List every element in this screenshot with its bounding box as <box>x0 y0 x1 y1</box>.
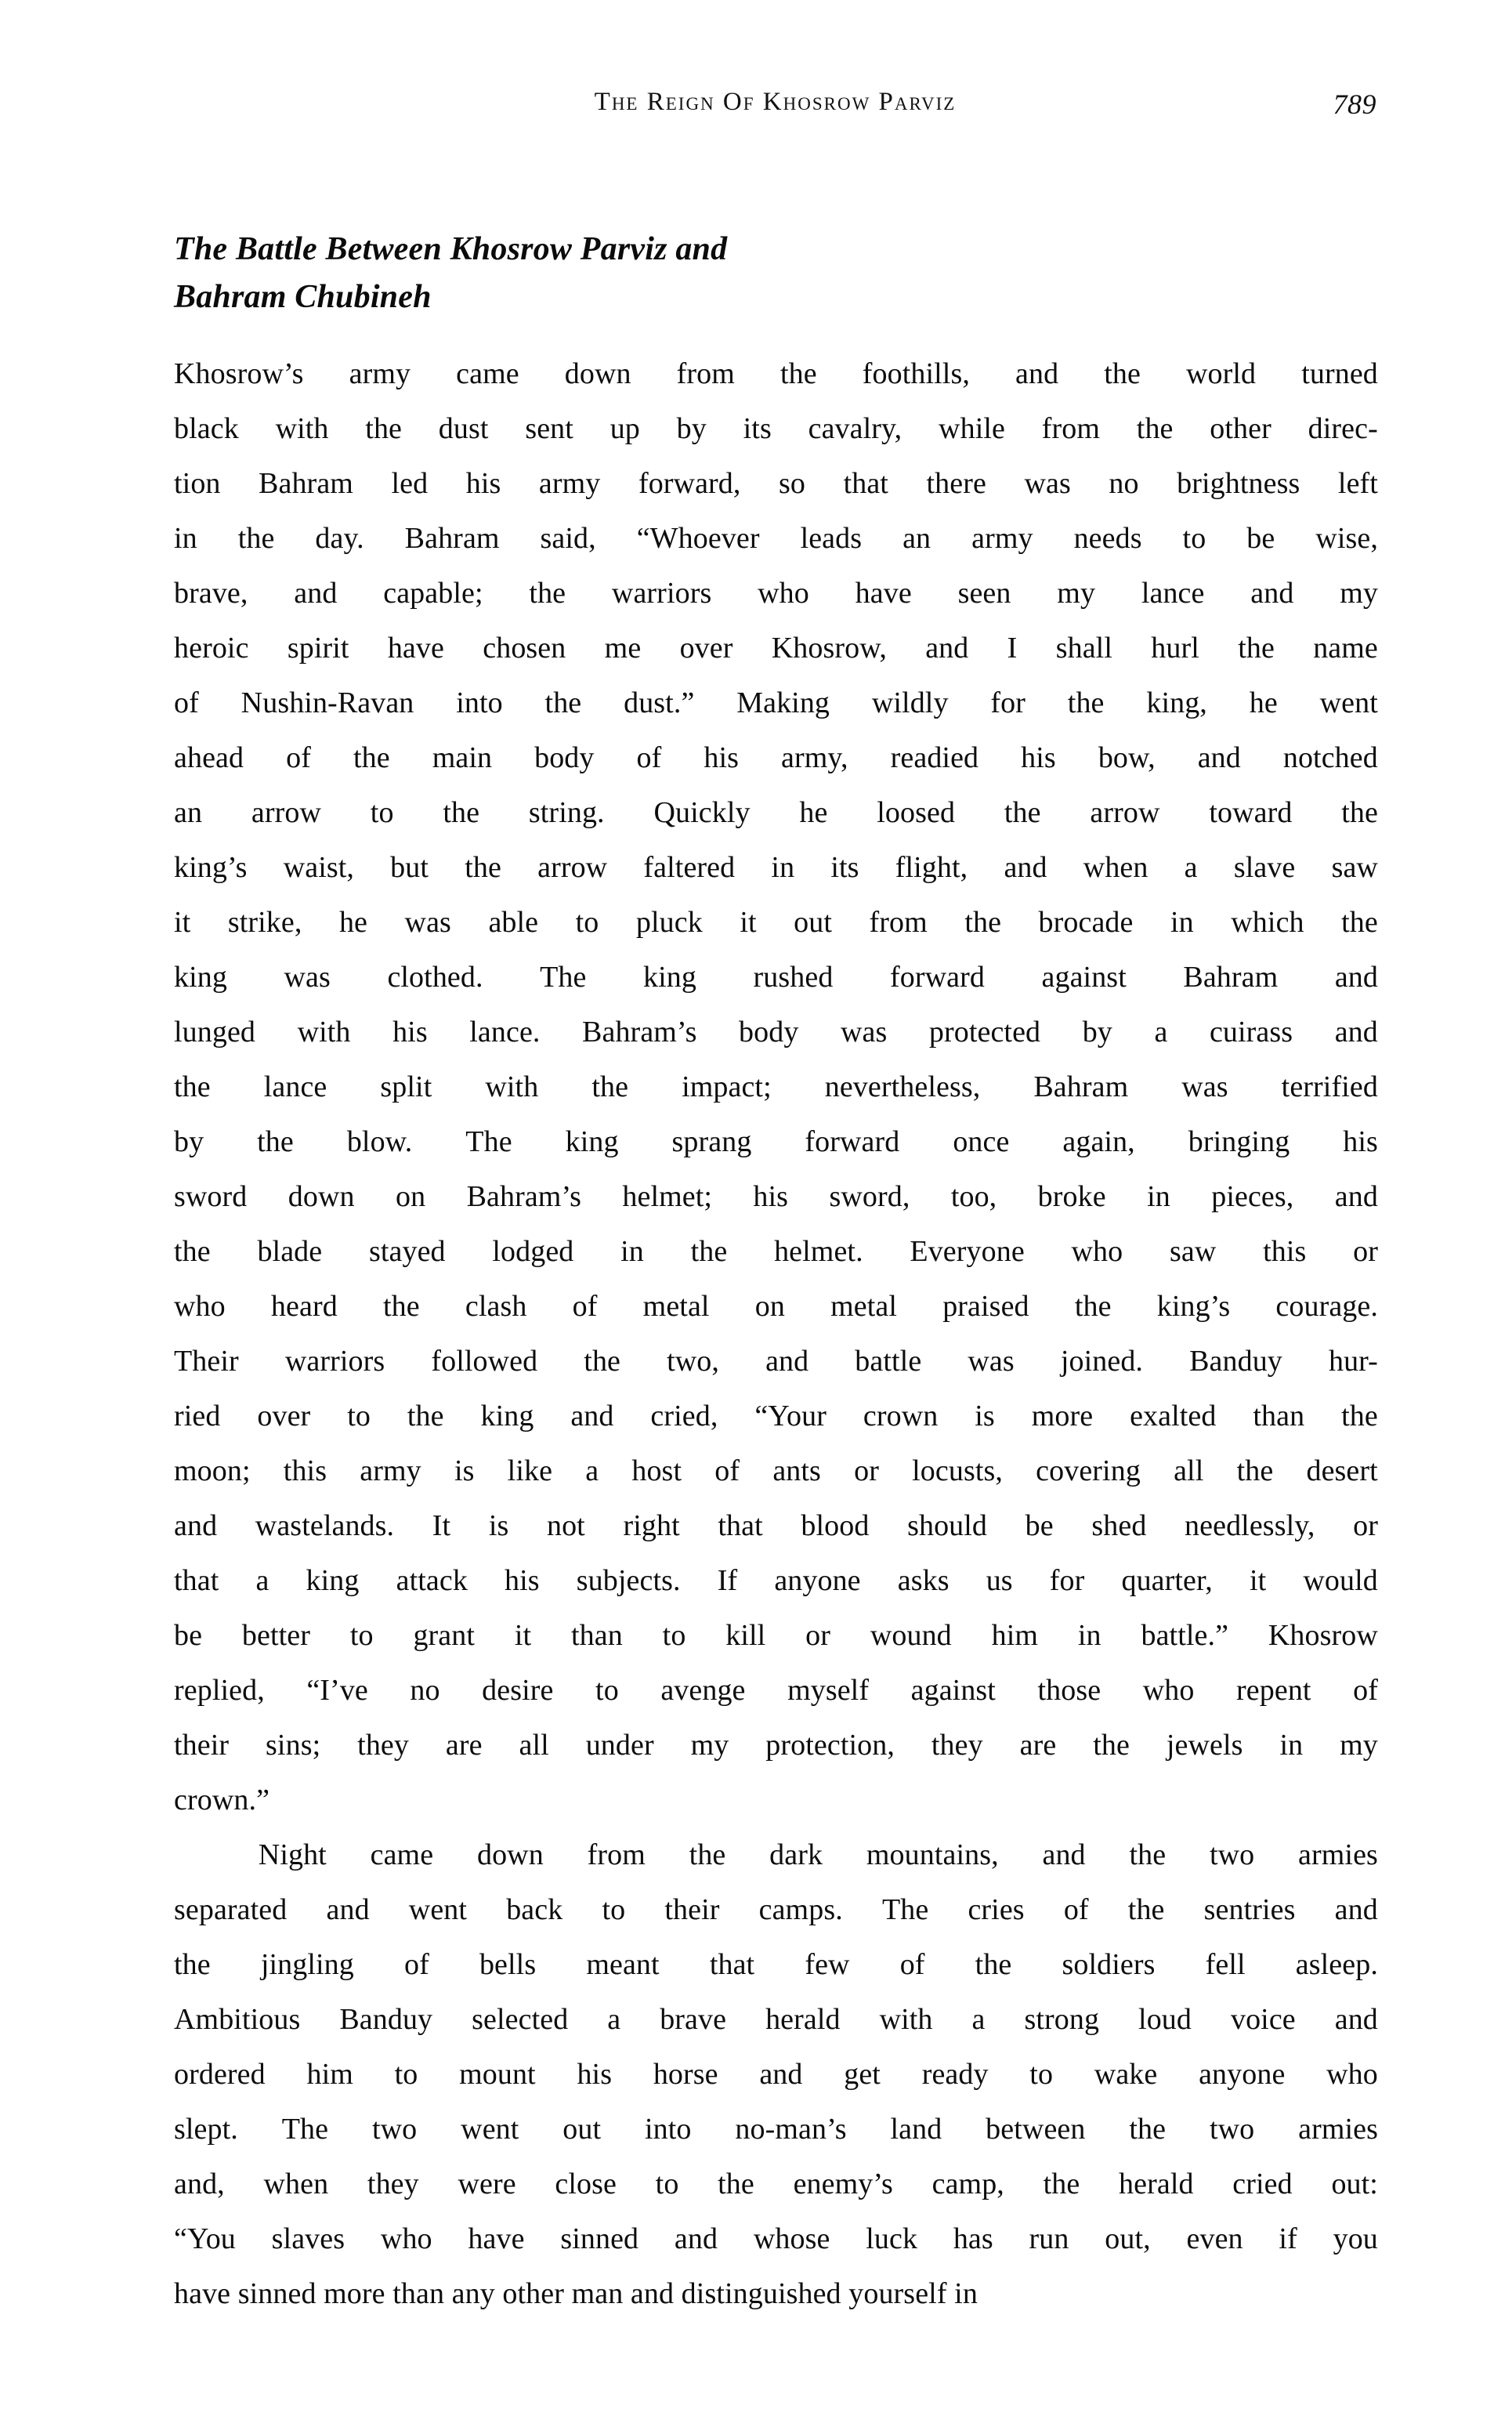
section-heading <box>174 226 1376 321</box>
section-heading-line-1: The Battle Between Khosrow Parviz and <box>174 231 728 267</box>
text-line: heroic spirit have chosen me over Khosrow, and I shall hurl the name <box>174 632 1378 665</box>
text-line: the jingling of bells meant that few of the soldiers fell asleep. <box>174 1948 1378 1981</box>
text-line: Their warriors followed the two, and battle was joined. Banduy hur- <box>174 1345 1378 1378</box>
paragraph <box>174 1827 1378 2321</box>
text-line: brave, and capable; the warriors who have seen my lance and my <box>174 577 1378 610</box>
running-head-title: The Reign Of Khosrow Parviz <box>594 88 957 116</box>
text-line: tion Bahram led his army forward, so that there was no brightness left <box>174 467 1378 500</box>
text-line: and, when they were close to the enemy’s camp, the herald cried out: <box>174 2168 1378 2200</box>
text-line: ahead of the main body of his army, readied his bow, and notched <box>174 741 1378 774</box>
text-line: king’s waist, but the arrow faltered in its flight, and when a slave saw <box>174 851 1378 884</box>
text-line: black with the dust sent up by its cavalry, while from the other direc- <box>174 412 1378 445</box>
text-line: Khosrow’s army came down from the foothills, and the world turned <box>174 357 1378 390</box>
text-line: of Nushin-Ravan into the dust.” Making wildly for the king, he went <box>174 686 1378 719</box>
text-line: by the blow. The king sprang forward once again, bringing his <box>174 1125 1378 1158</box>
text-line: king was clothed. The king rushed forward against Bahram and <box>174 961 1378 994</box>
section-heading-line-2: Bahram Chubineh <box>174 279 432 315</box>
body-text <box>174 346 1378 2321</box>
text-line: an arrow to the string. Quickly he loosed the arrow toward the <box>174 796 1378 829</box>
text-line: lunged with his lance. Bahram’s body was protected by a cuirass and <box>174 1016 1378 1049</box>
running-head <box>174 88 1376 135</box>
page-number: 789 <box>1333 89 1376 120</box>
text-line: the lance split with the impact; nevertheless, Bahram was terrified <box>174 1070 1378 1103</box>
text-line: and wastelands. It is not right that blood should be shed needlessly, or <box>174 1509 1378 1542</box>
text-line: who heard the clash of metal on metal praised the king’s courage. <box>174 1290 1378 1323</box>
text-line: in the day. Bahram said, “Whoever leads an army needs to be wise, <box>174 522 1378 555</box>
text-line: “You slaves who have sinned and whose luck has run out, even if you <box>174 2222 1378 2255</box>
text-line: replied, “I’ve no desire to avenge myself against those who repent of <box>174 1674 1378 1707</box>
paragraph <box>174 346 1378 1827</box>
text-line: it strike, he was able to pluck it out from the brocade in which the <box>174 906 1378 939</box>
text-line: that a king attack his subjects. If anyone asks us for quarter, it would <box>174 1564 1378 1597</box>
text-line: be better to grant it than to kill or wound him in battle.” Khosrow <box>174 1619 1378 1652</box>
text-line: crown.” <box>174 1784 270 1816</box>
text-line: sword down on Bahram’s helmet; his sword, too, broke in pieces, and <box>174 1180 1378 1213</box>
text-line: slept. The two went out into no-man’s land between the two armies <box>174 2113 1378 2146</box>
text-line: Ambitious Banduy selected a brave herald with a strong loud voice and <box>174 2003 1378 2036</box>
text-line: separated and went back to their camps. The cries of the sentries and <box>174 1893 1378 1926</box>
text-line: their sins; they are all under my protection, they are the jewels in my <box>174 1729 1378 1762</box>
text-line: ried over to the king and cried, “Your crown is more exalted than the <box>174 1400 1378 1432</box>
text-line: ordered him to mount his horse and get ready to wake anyone who <box>174 2058 1378 2091</box>
text-line: Night came down from the dark mountains, and the two armies <box>258 1838 1378 1871</box>
text-line: have sinned more than any other man and distinguished yourself in <box>174 2277 978 2310</box>
text-line: the blade stayed lodged in the helmet. Everyone who saw this or <box>174 1235 1378 1268</box>
text-line: moon; this army is like a host of ants or locusts, covering all the desert <box>174 1454 1378 1487</box>
